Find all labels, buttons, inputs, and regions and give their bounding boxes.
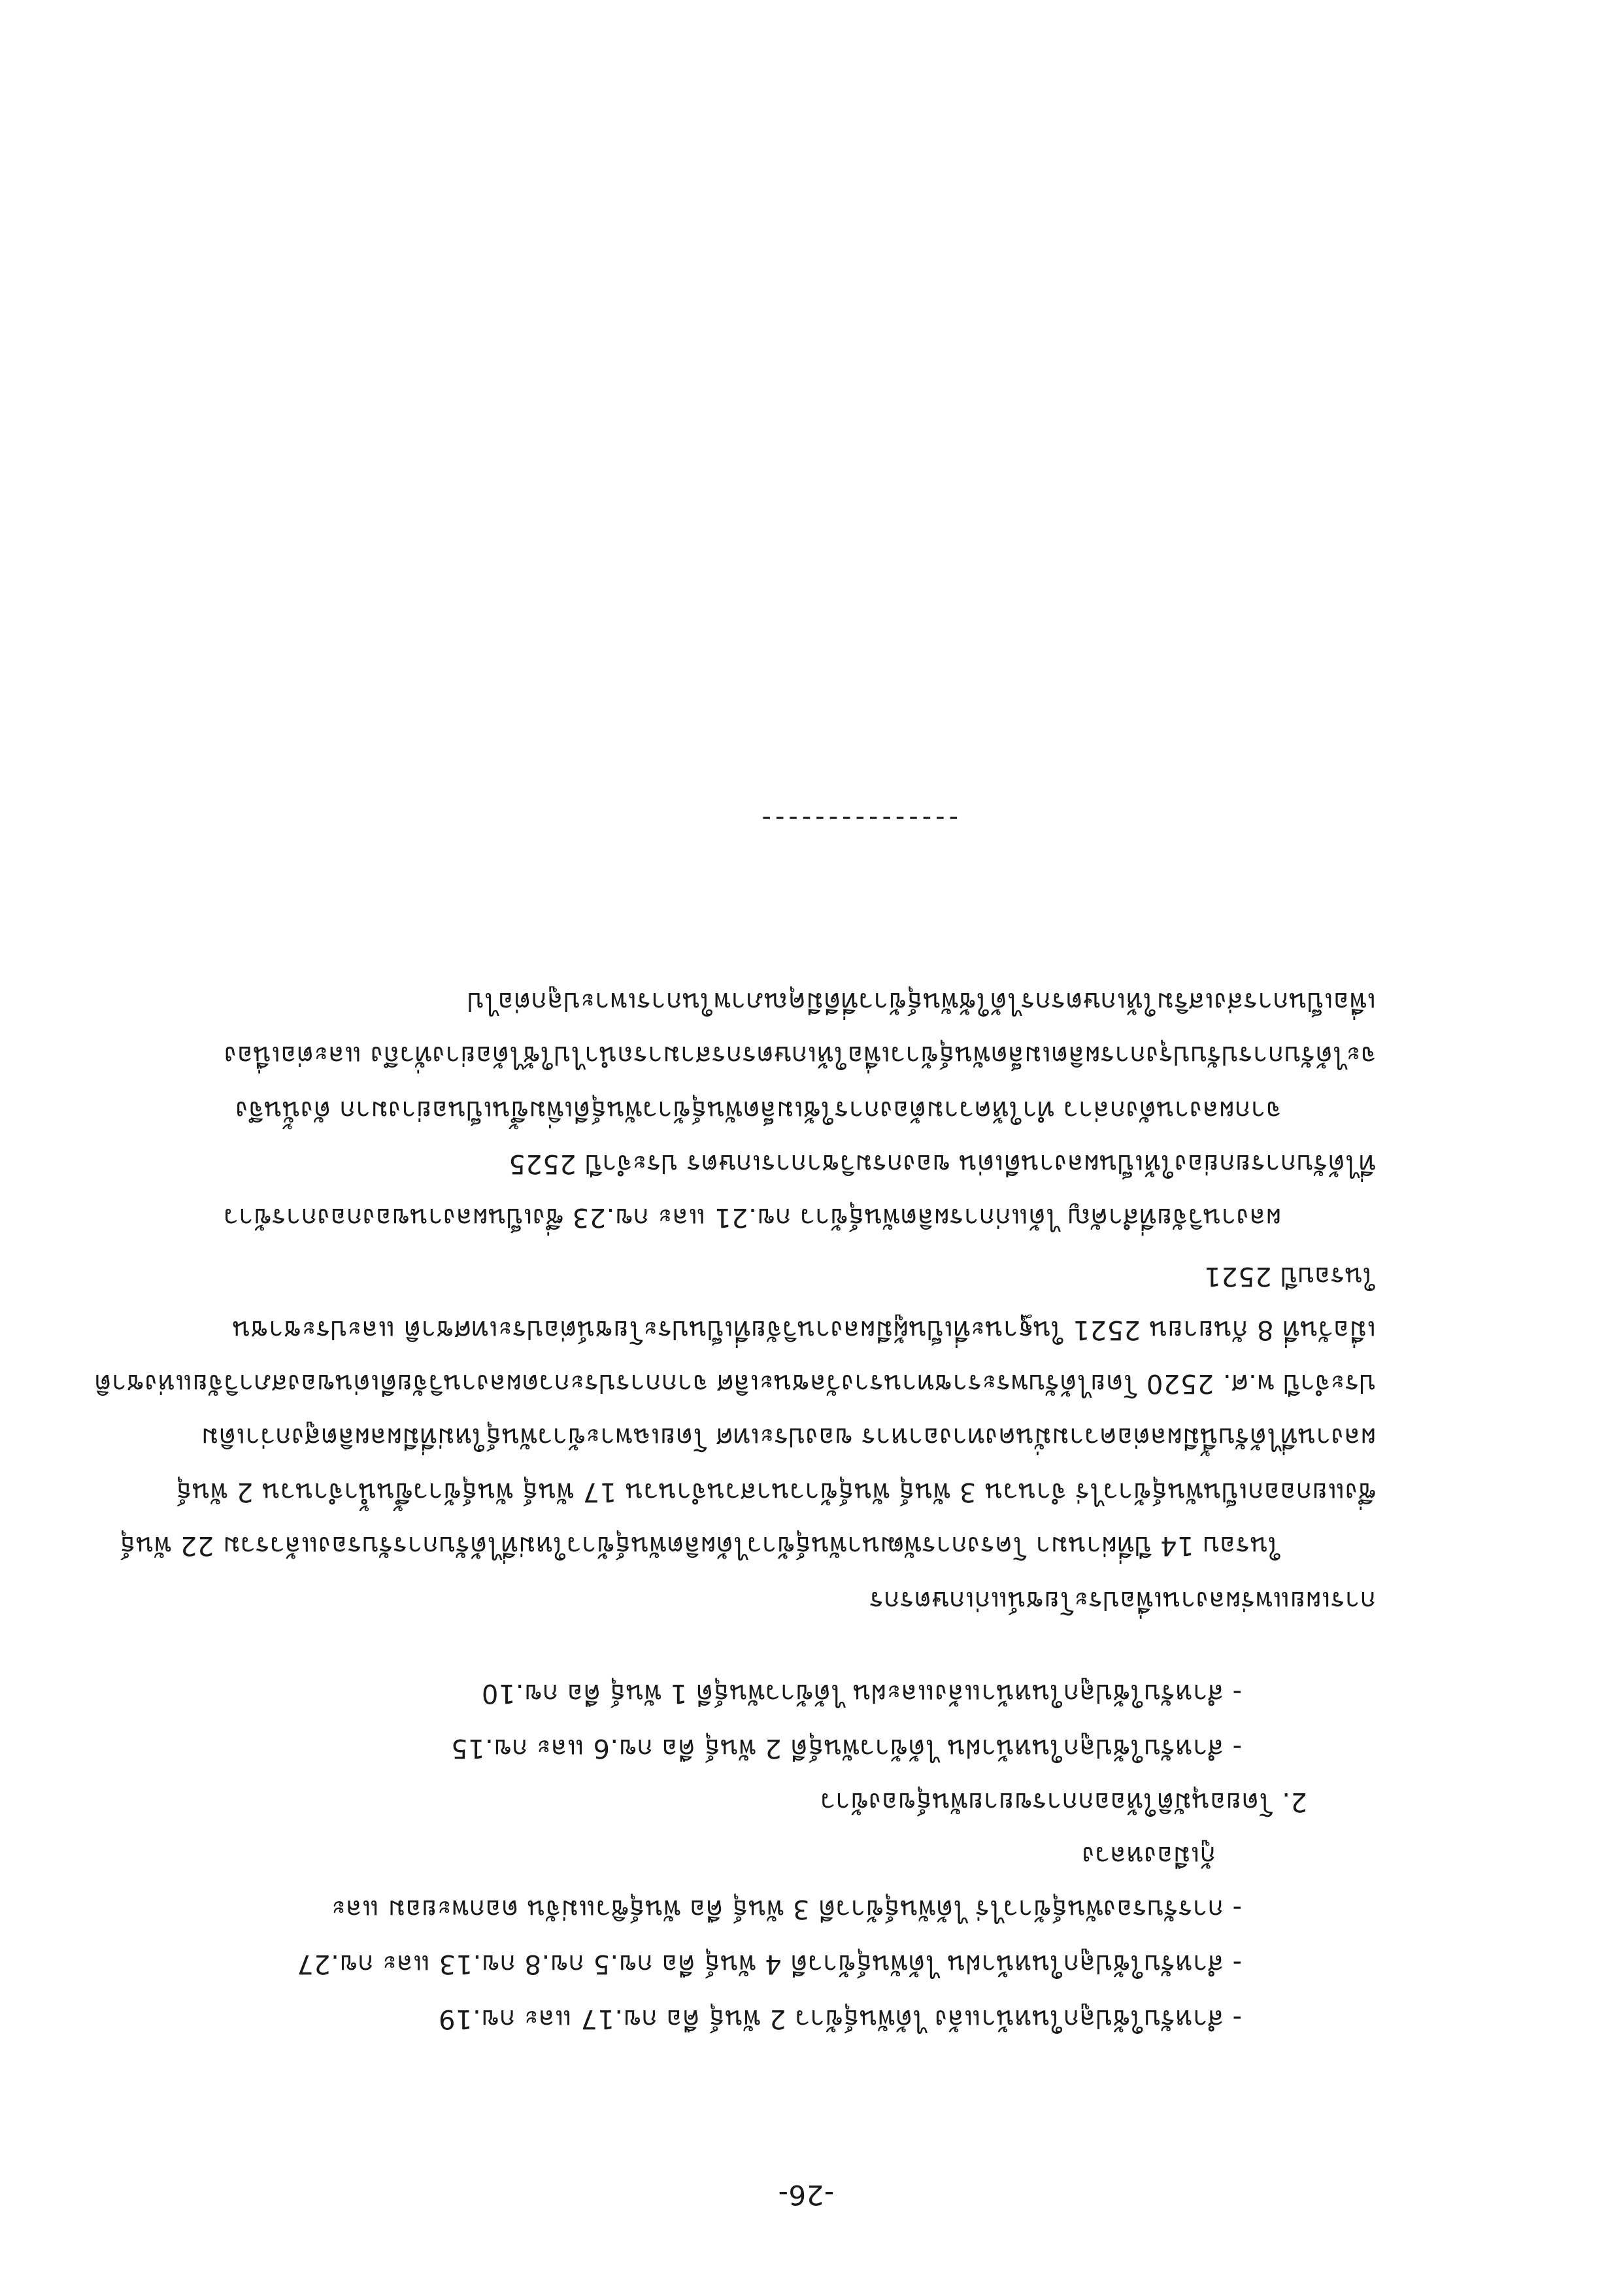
page-number: -26- (778, 2179, 834, 2211)
divider-dashes: --------------- (758, 804, 958, 834)
paragraph-line: จะได้รับการปรับปรุงการผลิตเมล็ดพันธุ์ข้าวเพื่อให้เกษตรกรสามารถนำไปใช้ได้อย่างทั่วถึง และต่อเนื่อง (224, 1040, 1376, 1070)
paragraph-line: ในรอบ 14 ปีที่ผ่านมา โครงการพัฒนาพันธุ์ข้าวได้ผลิตพันธุ์ข้าวใหม่ที่ได้รับการรับรองแล้วรวม 22 พันธุ์ (119, 1530, 1281, 1561)
list-item: - การรับรองพันธุ์ข้าวไร่ ได้พันธุ์ข้าวดี 3 พันธุ์ คือ พันธุ์ซิวแม่จัน ดอกพะยอม และ (331, 1894, 1242, 1924)
paragraph-line: ผลงานที่ได้รับนี้มีผลต่อความมั่นคงทางอาหาร ของประเทศ โดยเฉพาะข้าวพันธุ์ใหม่ที่มีผลผลิตสูงกว่าเดิม (201, 1422, 1376, 1452)
paragraph-line: เมื่อวันที่ 8 กันยายน 2521 ในฐานะที่เป็นผู้มีผลงานวิจัยที่เป็นประโยชน์ต่อประเทศชาติ และประชาชน (232, 1315, 1376, 1345)
list-item: - สำหรับใช้ปลูกในหน้าแล้ง ได้พันธุ์ข้าว 2 พันธุ์ คือ กข.17 และ กข.19 (438, 2004, 1242, 2034)
paragraph-line: จากผลงานดังกล่าว ทำให้ความต้องการใช้เมล็ดพันธุ์ข้าวพันธุ์ดีเพิ่มขึ้นเป็นอย่างมาก ดังนั้นจึง (235, 1095, 1281, 1125)
paragraph-line: ผลงานวิจัยที่สำคัญ ได้แก่การผลิตพันธุ์ข้าว กข.21 และ กข.23 ซึ่งเป็นผลงานของกองการข้าว (223, 1202, 1281, 1232)
body-heading: การเผยแพร่ผลงานเพื่อประโยชน์แก่เกษตรกร (869, 1585, 1376, 1615)
paragraph-line: ประจำปี พ.ศ. 2520 โดยได้รับพระราชทานรางวัลชนะเลิศ จากการประกวดผลงานวิจัยดีเด่นของสภาวิจัยแห่งชาติ (93, 1368, 1376, 1398)
list-item: - สำหรับใช้ปลูกในหน้าฝน ได้พันธุ์ข้าวดี 4 พันธุ์ คือ กข.5 กข.8 กข.13 และ กข.27 (296, 1949, 1242, 1979)
section-heading: 2. โดยอนุมัติให้ออกการขยายพันธุ์ของข้าว (820, 1787, 1307, 1817)
paragraph-line: ซึ่งแยกออกเป็นพันธุ์ข้าวไร่ จำนวน 3 พันธุ์ พันธุ์ข้าวนาสวนจำนวน 17 พันธุ์ พันธุ์ข้าวขึ้นน้ำจำนวน 2 พันธุ์ (175, 1477, 1376, 1507)
paragraph-line: ในรอบปี 2521 (1203, 1261, 1376, 1291)
list-item-continuation: กู้เมืองหลวง (1081, 1840, 1216, 1870)
paragraph-line: เพื่อเป็นการส่งเสริมให้เกษตรกรได้ใช้พันธุ์ข้าวที่ดีมีคุณภาพในการเพาะปลูกต่อไป (467, 987, 1376, 1017)
list-item: - สำหรับใช้ปลูกในหน้าฝน ได้ข้าวพันธุ์ดี 2 พันธุ์ คือ กข.6 และ กข.15 (450, 1733, 1242, 1763)
paragraph-line: ที่ได้รับการยกย่องให้เป็นผลงานดีเด่น ของกรมวิชาการเกษตร ประจำปี 2525 (508, 1149, 1376, 1179)
list-item: - สำหรับใช้ปลูกในหน้าแล้งและฝน ได้ข้าวพันธุ์ดี 1 พันธุ์ คือ กข.10 (481, 1678, 1242, 1708)
